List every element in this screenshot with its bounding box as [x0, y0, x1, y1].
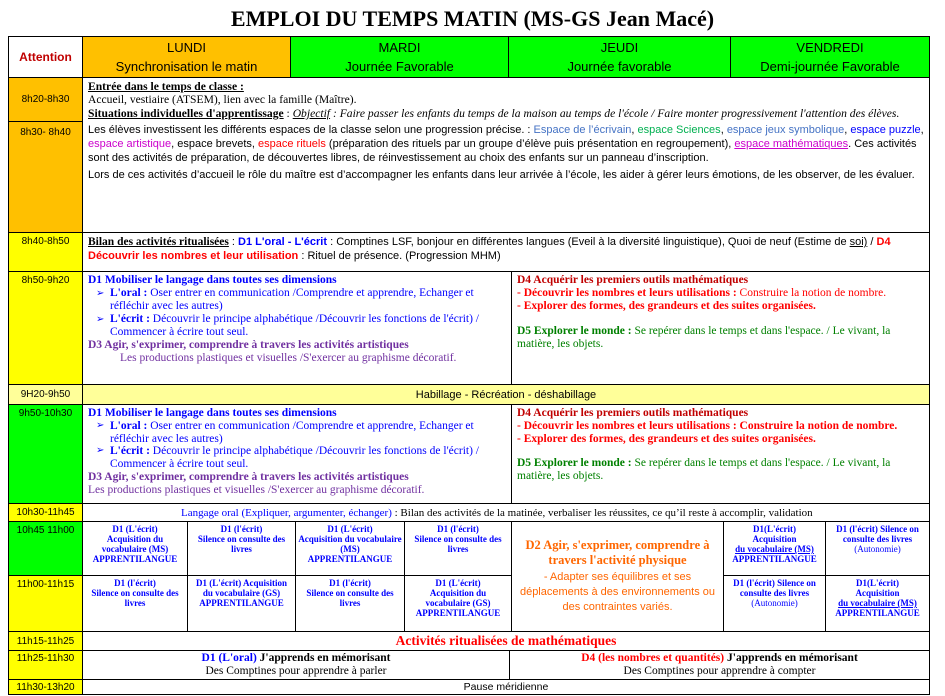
espaces-comma-4: ,	[920, 124, 924, 137]
espace-ecrivain: Espace de l’écrivain	[533, 124, 632, 137]
espace-jeux: espace jeux symbolique	[726, 124, 845, 137]
time-8h50-label: 8h50-9h20	[21, 275, 70, 286]
time-10h45-label: 10h45 11h00	[16, 525, 75, 536]
attention-label: Attention	[19, 49, 72, 64]
slot-r2-c3-l1: D1 (l'écrit)	[329, 578, 371, 588]
slot-r1-c5-l1: D1(L'écrit)	[753, 524, 796, 534]
b1-d5	[517, 325, 924, 351]
b1-d5-text: Se repérer dans le temps et dans l'espace. / Le vivant, la matière, les objets.	[517, 325, 891, 350]
b1-ecrit	[88, 313, 506, 339]
b2-ecrit-text: Découvrir le principe alphabétique /Découvrir les fonctions de l'écrit) / Commencer à écrire tout seul.	[110, 445, 479, 471]
memorisant-right	[509, 650, 930, 680]
block2-left	[82, 404, 512, 504]
slot-r2-c1	[82, 575, 188, 632]
slot-r1-c2-l1: D1 (l'écrit)	[220, 524, 263, 534]
mem-right-a: J'apprends en mémorisant	[724, 652, 858, 664]
b2-d3-text: Les productions plastiques et visuelles /S'exercer au graphisme décoratif.	[88, 483, 425, 496]
slot-r1-c1-l1: D1 (L'écrit)	[112, 524, 158, 534]
b2-d5-label: D5 Explorer le monde :	[517, 457, 632, 470]
header-mardi	[290, 36, 509, 78]
slot-r2-c2-l1: D1 (L'écrit) Acquisition	[196, 578, 287, 588]
espaces-brevets: , espace brevets,	[171, 138, 258, 151]
espaces-comma-3: ,	[844, 124, 851, 137]
page-title: EMPLOI DU TEMPS MATIN (MS-GS Jean Macé)	[230, 6, 715, 31]
slot-r1-c1	[82, 521, 188, 576]
time-11h30: 11h30-13h20	[8, 679, 83, 695]
b1-d3: D3 Agir, s'exprimer, comprendre à travers les activités artistiques	[88, 339, 409, 351]
slot-r1-c3-l1: D1 (L'écrit)	[327, 524, 373, 534]
slot-r1-c6	[825, 521, 930, 576]
accueil-block	[82, 77, 930, 233]
entree-title: Entrée dans le temps de classe :	[88, 80, 244, 93]
b2-oral-text: Oser entrer en communication /Comprendre et apprendre, Echanger et réfléchir avec les autres)	[110, 419, 474, 445]
b1-d1: D1 Mobiliser le langage dans toutes ses dimensions	[88, 274, 337, 286]
b1-l2: - Explorer des formes, des grandeurs et des suites organisées.	[517, 300, 816, 312]
bilan-d1-text: : Comptines LSF, bonjour en différentes langues (Eveil à la diversité linguistique), Quoi de neuf (Estime de	[327, 236, 850, 248]
slot-r1-c4	[404, 521, 512, 576]
langage-oral-row	[82, 503, 930, 522]
day-vendredi: VENDREDI	[796, 40, 864, 55]
time-11h00-label: 11h00-11h15	[16, 579, 75, 590]
langage-oral-text: : Bilan des activités de la matinée, verbaliser les réussites, ce qu’il reste à accomplir, validation	[391, 507, 813, 519]
b2-oral	[88, 420, 506, 446]
slot-r2-c2	[187, 575, 296, 632]
slot-r1-c3	[295, 521, 405, 576]
b1-l1	[517, 287, 924, 300]
time-9h50	[8, 404, 83, 504]
b2-d5	[517, 457, 924, 483]
slot-r1-c5-l2: Acquisition	[752, 534, 797, 544]
time-8h30-label: 8h30- 8h40	[20, 127, 71, 138]
slot-r2-c3-l2: Silence on consulte des livres	[306, 588, 394, 608]
d2-title: D2 Agir, s'exprimer, comprendre à travers l'activité physique	[525, 538, 710, 567]
slot-r1-c1-l2: Acquisition du vocabulaire (MS)	[101, 534, 169, 554]
header-vendredi	[730, 36, 930, 78]
pause-row: Pause méridienne	[82, 679, 930, 695]
entree-line: Accueil, vestiaire (ATSEM), lien avec la famille (Maître).	[88, 93, 357, 107]
espaces-comma-1: ,	[631, 124, 638, 137]
b1-d3-text: Les productions plastiques et visuelles /S'exercer au graphisme décoratif.	[120, 352, 457, 364]
b1-oral-label: L'oral :	[110, 287, 148, 299]
b1-ecrit-label: L'écrit :	[110, 313, 150, 325]
slot-r2-c1-l2: Silence on consulte des livres	[91, 588, 179, 608]
role-maitre: Lors de ces activités d’accueil le rôle du maître est d’accompagner les enfants dans leur arrivée à l’école, les aider à gérer leurs émotions, de les observer, de les évaluer.	[88, 169, 915, 182]
espace-sciences: espace Sciences	[637, 124, 721, 137]
b2-d3: D3 Agir, s'exprimer, comprendre à travers les activités artistiques	[88, 470, 409, 483]
b2-l2: - Explorer des formes, des grandeurs et des suites organisées.	[517, 432, 816, 445]
slot-r2-c3	[295, 575, 405, 632]
slot-r1-c2-l2: Silence on consulte des livres	[197, 534, 286, 554]
time-8h20: 8h20-8h30	[8, 77, 83, 122]
day-mardi: MARDI	[378, 40, 421, 55]
bilan-soi: soi)	[849, 236, 868, 248]
slot-r2-c5	[723, 575, 826, 632]
espaces-paragraph	[88, 123, 924, 165]
slot-r1-c5-l3: APPRENTILANGUE	[732, 554, 817, 564]
b1-l1b: Construire la notion de nombre.	[736, 287, 887, 299]
slot-r2-c1-l1: D1 (l'écrit)	[114, 578, 156, 588]
slot-r1-c1-l3: APPRENTILANGUE	[92, 554, 178, 564]
objectif-text: : Faire passer les enfants du temps de la maison au temps de l'école / Faire monter progressivement l'attention des élèves.	[330, 106, 900, 120]
slot-r2-c5-l1: D1 (l'écrit) Silence on consulte des livres	[733, 578, 816, 598]
time-11h00	[8, 575, 83, 632]
slot-r1-c3-l3: APPRENTILANGUE	[307, 554, 393, 564]
time-8h40: 8h40-8h50	[8, 232, 83, 272]
block1-left	[82, 271, 512, 385]
mem-right-b: Des Comptines pour apprendre à compter	[623, 665, 816, 677]
slot-r2-c6-l1: D1(L'écrit)	[856, 578, 899, 588]
langage-oral-label: Langage oral (Expliquer, argumenter, échanger)	[181, 507, 392, 519]
time-8h30	[8, 121, 83, 233]
slot-r2-c6-l2: Acquisition	[855, 588, 900, 598]
day-vendredi-sub: Demi-journée Favorable	[760, 59, 900, 74]
slot-r1-c5	[723, 521, 826, 576]
day-jeudi-sub: Journée favorable	[567, 59, 672, 74]
slot-r2-c6-l3: APPRENTILANGUE	[835, 608, 920, 618]
espaces-rituels-desc: (préparation des rituels par un groupe d’élève puis présentation en regroupement),	[325, 138, 735, 151]
slot-r1-c3-l2: Acquisition du vocabulaire (MS)	[298, 534, 402, 554]
time-10h30: 10h30-11h45	[8, 503, 83, 522]
bilan-d1: D1 L'oral - L'écrit	[238, 236, 328, 248]
time-11h25-label: 11h25-11h30	[16, 653, 75, 664]
bilan-slash: /	[867, 236, 877, 248]
espaces-comma-2: ,	[720, 124, 727, 137]
espace-rituels: espace rituels	[258, 138, 326, 151]
slot-r2-c4-l1: D1 (L'écrit)	[435, 578, 481, 588]
objectif-label: Objectif	[292, 106, 331, 120]
slot-r1-c2	[187, 521, 296, 576]
slot-r1-c4-l2: Silence on consulte des livres	[414, 534, 502, 554]
b1-ecrit-text: Découvrir le principe alphabétique /Découvrir les fonctions de l'écrit) / Commencer à écrire tout seul.	[110, 313, 479, 338]
slot-r2-c2-l3: APPRENTILANGUE	[199, 598, 284, 608]
time-10h45	[8, 521, 83, 576]
mem-left-d1: D1 (L'oral)	[201, 652, 257, 664]
block2-right	[511, 404, 930, 504]
bilan-d4: D4 Découvrir les nombres et leur utilisation	[88, 236, 891, 262]
slot-r1-c6-l2: (Autonomie)	[854, 544, 901, 554]
d2-block	[511, 521, 724, 632]
b2-ecrit-label: L'écrit :	[110, 445, 150, 458]
block1-right	[511, 271, 930, 385]
header-lundi	[82, 36, 291, 78]
situations-sep: :	[283, 106, 293, 120]
b1-oral-text: Oser entrer en communication /Comprendre et apprendre, Echanger et réfléchir avec les autres)	[110, 287, 474, 312]
d2-text: - Adapter ses équilibres et ses déplacements à des environnements ou des contraintes variés.	[519, 571, 716, 613]
espaces-end: . Ces activités sont des activités de préparation, de découvertes libres, de réinvestissement au choix des enfants sur un panneau d’inscription.	[88, 138, 917, 165]
time-9h50-label: 9h50-10h30	[18, 408, 73, 419]
mem-right-d4: D4 (les nombres et quantités)	[581, 652, 725, 664]
b1-l1a: - Découvrir les nombres et leurs utilisations :	[517, 287, 737, 299]
time-11h25	[8, 650, 83, 680]
slot-r2-c6	[825, 575, 930, 632]
day-lundi-sub: Synchronisation le matin	[115, 59, 258, 74]
time-11h15: 11h15-11h25	[8, 631, 83, 651]
activites-math-row	[82, 631, 930, 651]
b2-d1: D1 Mobiliser le langage dans toutes ses dimensions	[88, 407, 337, 419]
memorisant-left	[82, 650, 510, 680]
espace-artistique: espace artistique	[88, 138, 172, 151]
slot-r2-c5-l2: (Autonomie)	[751, 598, 798, 608]
mem-left-a: J'apprends en mémorisant	[256, 652, 391, 664]
bilan-d4-text: : Rituel de présence. (Progression MHM)	[298, 250, 501, 262]
espace-mathematiques: espace mathématiques	[734, 138, 849, 151]
espaces-intro: Les élèves investissent les différents espaces de la classe selon une progression précise. :	[88, 124, 534, 137]
slot-r2-c4	[404, 575, 512, 632]
b2-ecrit	[88, 445, 506, 471]
day-mardi-sub: Journée Favorable	[345, 59, 454, 74]
bilan-label: Bilan des activités ritualisées	[88, 236, 229, 248]
slot-r1-c5-l2b: du vocabulaire (MS)	[735, 544, 814, 554]
slot-r1-c4-l1: D1 (l'écrit)	[437, 524, 479, 534]
situations-label: Situations individuelles d'apprentissage	[88, 106, 284, 120]
header-attention	[8, 36, 83, 78]
mem-left-b: Des Comptines pour apprendre à parler	[205, 665, 387, 677]
habillage-row: Habillage - Récréation - déshabillage	[82, 384, 930, 405]
day-lundi: LUNDI	[166, 40, 206, 55]
time-8h50	[8, 271, 83, 385]
slot-r2-c6-l2b: du vocabulaire (MS)	[838, 598, 917, 608]
b1-d5-label: D5 Explorer le monde :	[517, 325, 632, 337]
bilan-block	[82, 232, 930, 272]
b2-d4: D4 Acquérir les premiers outils mathématiques	[517, 407, 749, 419]
b1-oral	[88, 287, 506, 313]
day-jeudi: JEUDI	[600, 40, 639, 55]
header-jeudi	[508, 36, 731, 78]
espace-puzzle: espace puzzle	[850, 124, 921, 137]
b2-l1: - Découvrir les nombres et leurs utilisations : Construire la notion de nombre.	[517, 419, 898, 432]
bilan-sep: :	[228, 236, 239, 248]
b1-d4: D4 Acquérir les premiers outils mathématiques	[517, 274, 749, 286]
b2-oral-label: L'oral :	[110, 419, 148, 432]
activites-math-label: Activités ritualisées de mathématiques	[395, 633, 617, 648]
slot-r1-c6-l1: D1 (l'écrit) Silence on consulte des livres	[836, 524, 919, 544]
time-9h20: 9H20-9h50	[8, 384, 83, 405]
slot-r2-c2-l2: du vocabulaire (GS)	[202, 588, 281, 598]
b2-d5-text: Se repérer dans le temps et dans l'espace. / Le vivant, la matière, les objets.	[517, 457, 891, 483]
slot-r2-c4-l3: APPRENTILANGUE	[415, 608, 501, 618]
slot-r2-c4-l2: Acquisition du vocabulaire (GS)	[425, 588, 491, 608]
